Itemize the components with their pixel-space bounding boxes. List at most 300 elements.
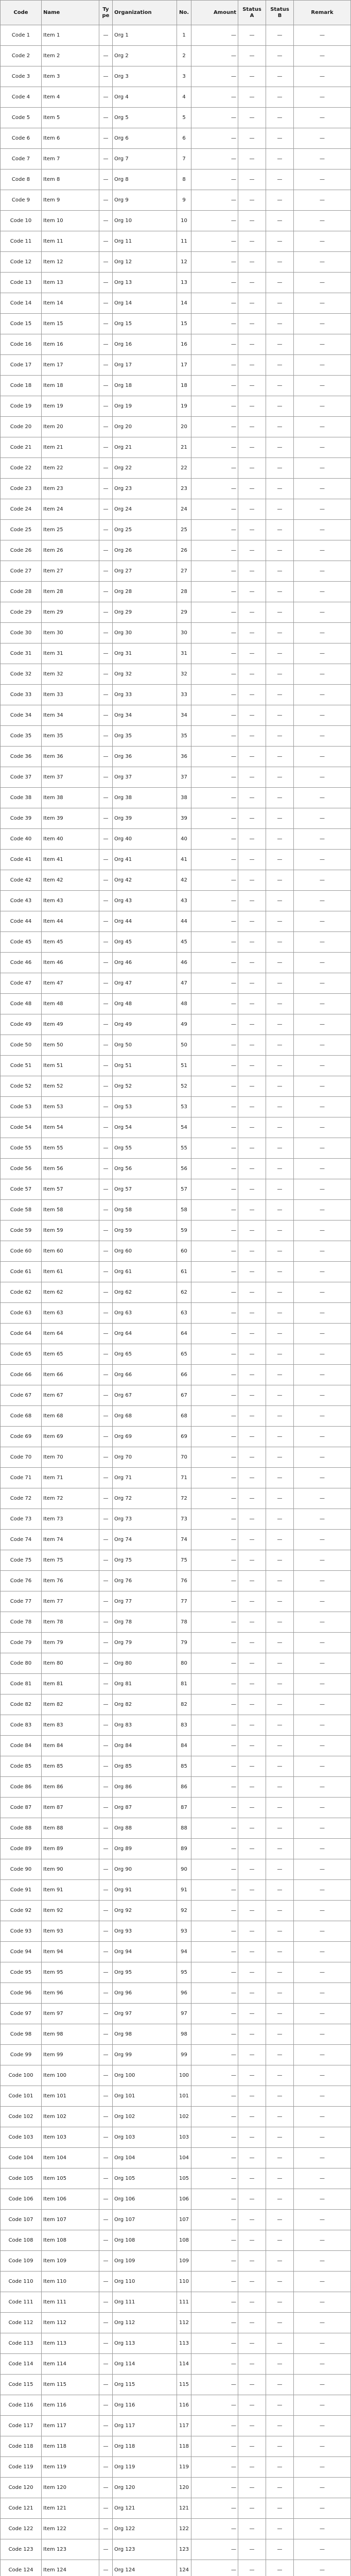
column-header-remark: Remark	[294, 1, 351, 25]
cell-sequence: 115	[177, 2375, 191, 2395]
cell-sequence: 32	[177, 664, 191, 684]
cell-status-a: —	[238, 520, 266, 540]
cell-code: Code 23	[1, 479, 42, 499]
cell-sequence: 98	[177, 2024, 191, 2044]
cell-code: Code 78	[1, 1612, 42, 1632]
cell-amount: —	[191, 2086, 238, 2106]
cell-amount: —	[191, 973, 238, 993]
cell-status-a: —	[238, 1262, 266, 1282]
cell-name: Item 39	[42, 808, 99, 828]
cell-status-b: —	[266, 788, 294, 808]
cell-sequence: 58	[177, 1200, 191, 1220]
cell-status-b: —	[266, 1942, 294, 1962]
cell-organization: Org 118	[113, 2436, 177, 2456]
cell-name: Item 55	[42, 1138, 99, 1158]
cell-remark: —	[294, 376, 351, 396]
cell-status-b: —	[266, 1014, 294, 1035]
cell-status-b: —	[266, 891, 294, 911]
cell-status-a: —	[238, 2457, 266, 2477]
cell-amount: —	[191, 2333, 238, 2353]
cell-status-a: —	[238, 2416, 266, 2436]
table-row	[1, 1221, 351, 1241]
cell-code: Code 116	[1, 2395, 42, 2415]
cell-type: —	[99, 1736, 113, 1756]
table-row	[1, 417, 351, 437]
cell-name: Item 88	[42, 1818, 99, 1838]
cell-code: Code 86	[1, 1777, 42, 1797]
cell-amount: —	[191, 1818, 238, 1838]
cell-organization: Org 96	[113, 1983, 177, 2003]
cell-name: Item 21	[42, 437, 99, 457]
cell-name: Item 66	[42, 1365, 99, 1385]
cell-status-a: —	[238, 1014, 266, 1035]
cell-sequence: 13	[177, 273, 191, 293]
cell-organization: Org 108	[113, 2230, 177, 2250]
cell-type: —	[99, 437, 113, 457]
cell-organization: Org 102	[113, 2107, 177, 2127]
cell-sequence: 44	[177, 911, 191, 931]
cell-remark: —	[294, 1324, 351, 1344]
table-row	[1, 1468, 351, 1488]
cell-amount: —	[191, 1591, 238, 1612]
cell-status-b: —	[266, 932, 294, 952]
cell-organization: Org 72	[113, 1488, 177, 1509]
cell-amount: —	[191, 2292, 238, 2312]
cell-status-a: —	[238, 2024, 266, 2044]
cell-amount: —	[191, 273, 238, 293]
cell-name: Item 4	[42, 87, 99, 107]
cell-sequence: 69	[177, 1427, 191, 1447]
cell-status-b: —	[266, 1756, 294, 1776]
cell-type: —	[99, 252, 113, 272]
cell-amount: —	[191, 149, 238, 169]
cell-code: Code 44	[1, 911, 42, 931]
cell-status-a: —	[238, 1921, 266, 1941]
cell-status-b: —	[266, 2024, 294, 2044]
table-row	[1, 1715, 351, 1736]
cell-status-b: —	[266, 643, 294, 664]
cell-status-a: —	[238, 2086, 266, 2106]
column-header-status-a: Status A	[238, 1, 266, 25]
cell-status-b: —	[266, 2498, 294, 2518]
table-row	[1, 1921, 351, 1942]
cell-remark: —	[294, 190, 351, 210]
cell-amount: —	[191, 2045, 238, 2065]
cell-type: —	[99, 973, 113, 993]
cell-code: Code 103	[1, 2127, 42, 2147]
table-row	[1, 2478, 351, 2498]
cell-status-b: —	[266, 1406, 294, 1426]
cell-type: —	[99, 2251, 113, 2271]
column-header-organization: Organization	[113, 1, 177, 25]
cell-status-a: —	[238, 850, 266, 870]
cell-organization: Org 19	[113, 396, 177, 416]
cell-organization: Org 35	[113, 726, 177, 746]
cell-status-b: —	[266, 1241, 294, 1261]
table-row	[1, 252, 351, 273]
cell-status-b: —	[266, 520, 294, 540]
cell-code: Code 93	[1, 1921, 42, 1941]
cell-code: Code 6	[1, 128, 42, 148]
table-row	[1, 602, 351, 623]
cell-amount: —	[191, 747, 238, 767]
table-row	[1, 2375, 351, 2395]
cell-sequence: 92	[177, 1901, 191, 1921]
cell-status-b: —	[266, 1488, 294, 1509]
cell-name: Item 116	[42, 2395, 99, 2415]
cell-organization: Org 63	[113, 1303, 177, 1323]
cell-name: Item 79	[42, 1633, 99, 1653]
cell-code: Code 73	[1, 1509, 42, 1529]
cell-type: —	[99, 458, 113, 478]
cell-organization: Org 54	[113, 1117, 177, 1138]
column-header-type: Type	[99, 1, 113, 25]
cell-name: Item 96	[42, 1983, 99, 2003]
table-row	[1, 2519, 351, 2539]
cell-status-a: —	[238, 2375, 266, 2395]
cell-organization: Org 67	[113, 1385, 177, 1405]
cell-type: —	[99, 1406, 113, 1426]
table-row	[1, 1344, 351, 1365]
cell-organization: Org 115	[113, 2375, 177, 2395]
cell-amount: —	[191, 190, 238, 210]
cell-type: —	[99, 582, 113, 602]
cell-amount: —	[191, 2436, 238, 2456]
cell-organization: Org 64	[113, 1324, 177, 1344]
cell-amount: —	[191, 664, 238, 684]
table-row	[1, 1736, 351, 1756]
cell-type: —	[99, 1365, 113, 1385]
cell-status-b: —	[266, 499, 294, 519]
cell-code: Code 4	[1, 87, 42, 107]
cell-status-a: —	[238, 1076, 266, 1096]
table-row	[1, 850, 351, 870]
cell-type: —	[99, 46, 113, 66]
table-row	[1, 726, 351, 747]
cell-status-b: —	[266, 1674, 294, 1694]
cell-name: Item 6	[42, 128, 99, 148]
cell-name: Item 57	[42, 1179, 99, 1199]
cell-code: Code 54	[1, 1117, 42, 1138]
cell-amount: —	[191, 1530, 238, 1550]
cell-status-b: —	[266, 25, 294, 45]
cell-remark: —	[294, 1303, 351, 1323]
cell-organization: Org 111	[113, 2292, 177, 2312]
table-row	[1, 1488, 351, 1509]
cell-sequence: 93	[177, 1921, 191, 1941]
cell-status-b: —	[266, 108, 294, 128]
cell-sequence: 97	[177, 2004, 191, 2024]
cell-sequence: 33	[177, 685, 191, 705]
cell-name: Item 53	[42, 1097, 99, 1117]
cell-organization: Org 81	[113, 1674, 177, 1694]
cell-amount: —	[191, 1983, 238, 2003]
cell-organization: Org 89	[113, 1839, 177, 1859]
cell-status-b: —	[266, 726, 294, 746]
table-row	[1, 2189, 351, 2210]
cell-organization: Org 97	[113, 2004, 177, 2024]
cell-status-a: —	[238, 1241, 266, 1261]
cell-name: Item 24	[42, 499, 99, 519]
cell-organization: Org 45	[113, 932, 177, 952]
cell-status-b: —	[266, 705, 294, 725]
cell-sequence: 57	[177, 1179, 191, 1199]
cell-sequence: 24	[177, 499, 191, 519]
cell-status-a: —	[238, 1942, 266, 1962]
table-row	[1, 1076, 351, 1097]
cell-status-b: —	[266, 273, 294, 293]
cell-type: —	[99, 1901, 113, 1921]
column-header-amount: Amount	[191, 1, 238, 25]
cell-code: Code 79	[1, 1633, 42, 1653]
table-row	[1, 788, 351, 808]
cell-amount: —	[191, 1344, 238, 1364]
cell-code: Code 49	[1, 1014, 42, 1035]
cell-sequence: 90	[177, 1859, 191, 1879]
cell-sequence: 30	[177, 623, 191, 643]
cell-type: —	[99, 1427, 113, 1447]
cell-remark: —	[294, 1694, 351, 1715]
cell-status-b: —	[266, 1736, 294, 1756]
cell-name: Item 106	[42, 2189, 99, 2209]
cell-status-a: —	[238, 2436, 266, 2456]
cell-type: —	[99, 2024, 113, 2044]
table-row	[1, 2539, 351, 2560]
cell-amount: —	[191, 561, 238, 581]
cell-code: Code 77	[1, 1591, 42, 1612]
cell-sequence: 18	[177, 376, 191, 396]
cell-sequence: 34	[177, 705, 191, 725]
cell-sequence: 104	[177, 2148, 191, 2168]
cell-status-b: —	[266, 1447, 294, 1467]
cell-remark: —	[294, 911, 351, 931]
cell-name: Item 110	[42, 2272, 99, 2292]
cell-sequence: 110	[177, 2272, 191, 2292]
cell-remark: —	[294, 643, 351, 664]
cell-name: Item 56	[42, 1159, 99, 1179]
cell-status-a: —	[238, 2519, 266, 2539]
cell-type: —	[99, 2127, 113, 2147]
cell-status-a: —	[238, 334, 266, 354]
cell-remark: —	[294, 561, 351, 581]
cell-status-a: —	[238, 540, 266, 561]
cell-code: Code 76	[1, 1571, 42, 1591]
cell-amount: —	[191, 2168, 238, 2189]
cell-name: Item 35	[42, 726, 99, 746]
cell-status-a: —	[238, 355, 266, 375]
cell-status-a: —	[238, 1694, 266, 1715]
cell-organization: Org 25	[113, 520, 177, 540]
cell-remark: —	[294, 2045, 351, 2065]
table-row	[1, 170, 351, 190]
cell-amount: —	[191, 1221, 238, 1241]
cell-amount: —	[191, 417, 238, 437]
cell-organization: Org 121	[113, 2498, 177, 2518]
cell-type: —	[99, 1056, 113, 1076]
cell-type: —	[99, 520, 113, 540]
cell-amount: —	[191, 1262, 238, 1282]
cell-amount: —	[191, 211, 238, 231]
cell-type: —	[99, 211, 113, 231]
cell-type: —	[99, 1798, 113, 1818]
cell-organization: Org 110	[113, 2272, 177, 2292]
cell-amount: —	[191, 1736, 238, 1756]
cell-organization: Org 83	[113, 1715, 177, 1735]
cell-sequence: 107	[177, 2210, 191, 2230]
cell-code: Code 20	[1, 417, 42, 437]
cell-name: Item 80	[42, 1653, 99, 1673]
cell-organization: Org 26	[113, 540, 177, 561]
cell-amount: —	[191, 1056, 238, 1076]
table-row	[1, 2436, 351, 2457]
table-row	[1, 2416, 351, 2436]
cell-type: —	[99, 1221, 113, 1241]
cell-name: Item 18	[42, 376, 99, 396]
cell-code: Code 101	[1, 2086, 42, 2106]
cell-name: Item 75	[42, 1550, 99, 1570]
cell-sequence: 113	[177, 2333, 191, 2353]
cell-sequence: 95	[177, 1962, 191, 1982]
cell-name: Item 65	[42, 1344, 99, 1364]
cell-status-a: —	[238, 1839, 266, 1859]
cell-remark: —	[294, 87, 351, 107]
cell-organization: Org 38	[113, 788, 177, 808]
cell-status-a: —	[238, 2333, 266, 2353]
cell-amount: —	[191, 2395, 238, 2415]
cell-status-b: —	[266, 2230, 294, 2250]
cell-remark: —	[294, 1633, 351, 1653]
cell-type: —	[99, 1324, 113, 1344]
cell-name: Item 42	[42, 870, 99, 890]
cell-organization: Org 32	[113, 664, 177, 684]
cell-sequence: 80	[177, 1653, 191, 1673]
cell-status-a: —	[238, 1179, 266, 1199]
cell-organization: Org 28	[113, 582, 177, 602]
cell-status-a: —	[238, 1427, 266, 1447]
cell-code: Code 18	[1, 376, 42, 396]
table-row	[1, 149, 351, 170]
cell-name: Item 28	[42, 582, 99, 602]
cell-status-b: —	[266, 1221, 294, 1241]
cell-code: Code 99	[1, 2045, 42, 2065]
cell-organization: Org 9	[113, 190, 177, 210]
cell-status-b: —	[266, 973, 294, 993]
cell-amount: —	[191, 458, 238, 478]
table-row	[1, 891, 351, 911]
cell-status-b: —	[266, 437, 294, 457]
cell-amount: —	[191, 953, 238, 973]
cell-code: Code 47	[1, 973, 42, 993]
cell-name: Item 74	[42, 1530, 99, 1550]
cell-name: Item 32	[42, 664, 99, 684]
cell-remark: —	[294, 1736, 351, 1756]
cell-type: —	[99, 2107, 113, 2127]
cell-name: Item 37	[42, 767, 99, 787]
cell-sequence: 11	[177, 231, 191, 251]
table-row	[1, 1962, 351, 1983]
cell-type: —	[99, 1942, 113, 1962]
cell-code: Code 8	[1, 170, 42, 190]
cell-amount: —	[191, 643, 238, 664]
cell-remark: —	[294, 1097, 351, 1117]
cell-remark: —	[294, 1921, 351, 1941]
cell-name: Item 93	[42, 1921, 99, 1941]
cell-organization: Org 50	[113, 1035, 177, 1055]
cell-name: Item 41	[42, 850, 99, 870]
cell-remark: —	[294, 540, 351, 561]
cell-sequence: 123	[177, 2539, 191, 2560]
cell-status-a: —	[238, 1138, 266, 1158]
cell-status-b: —	[266, 2148, 294, 2168]
cell-status-b: —	[266, 1962, 294, 1982]
cell-code: Code 72	[1, 1488, 42, 1509]
cell-type: —	[99, 664, 113, 684]
cell-organization: Org 10	[113, 211, 177, 231]
cell-status-b: —	[266, 1117, 294, 1138]
table-row	[1, 1056, 351, 1076]
table-row	[1, 1880, 351, 1901]
cell-name: Item 60	[42, 1241, 99, 1261]
table-row	[1, 2272, 351, 2292]
cell-name: Item 23	[42, 479, 99, 499]
cell-organization: Org 112	[113, 2313, 177, 2333]
cell-amount: —	[191, 252, 238, 272]
cell-organization: Org 39	[113, 808, 177, 828]
cell-sequence: 77	[177, 1591, 191, 1612]
cell-organization: Org 16	[113, 334, 177, 354]
table-row	[1, 1674, 351, 1694]
table-row	[1, 2230, 351, 2251]
cell-status-b: —	[266, 1056, 294, 1076]
cell-amount: —	[191, 1303, 238, 1323]
cell-type: —	[99, 891, 113, 911]
cell-code: Code 111	[1, 2292, 42, 2312]
cell-code: Code 14	[1, 293, 42, 313]
cell-status-b: —	[266, 2127, 294, 2147]
cell-sequence: 22	[177, 458, 191, 478]
cell-code: Code 31	[1, 643, 42, 664]
table-row	[1, 2065, 351, 2086]
cell-remark: —	[294, 2457, 351, 2477]
cell-code: Code 123	[1, 2539, 42, 2560]
cell-amount: —	[191, 1406, 238, 1426]
cell-organization: Org 68	[113, 1406, 177, 1426]
cell-type: —	[99, 1344, 113, 1364]
table-row	[1, 1014, 351, 1035]
cell-amount: —	[191, 1282, 238, 1302]
cell-type: —	[99, 685, 113, 705]
cell-remark: —	[294, 1839, 351, 1859]
cell-status-b: —	[266, 2375, 294, 2395]
cell-status-a: —	[238, 2498, 266, 2518]
cell-remark: —	[294, 1880, 351, 1900]
cell-code: Code 67	[1, 1385, 42, 1405]
cell-sequence: 86	[177, 1777, 191, 1797]
table-row	[1, 190, 351, 211]
cell-status-b: —	[266, 664, 294, 684]
cell-sequence: 15	[177, 314, 191, 334]
cell-sequence: 49	[177, 1014, 191, 1035]
cell-status-a: —	[238, 87, 266, 107]
cell-status-b: —	[266, 396, 294, 416]
cell-code: Code 118	[1, 2436, 42, 2456]
cell-name: Item 108	[42, 2230, 99, 2250]
cell-code: Code 40	[1, 829, 42, 849]
cell-name: Item 102	[42, 2107, 99, 2127]
cell-organization: Org 94	[113, 1942, 177, 1962]
cell-status-b: —	[266, 231, 294, 251]
table-row	[1, 87, 351, 108]
